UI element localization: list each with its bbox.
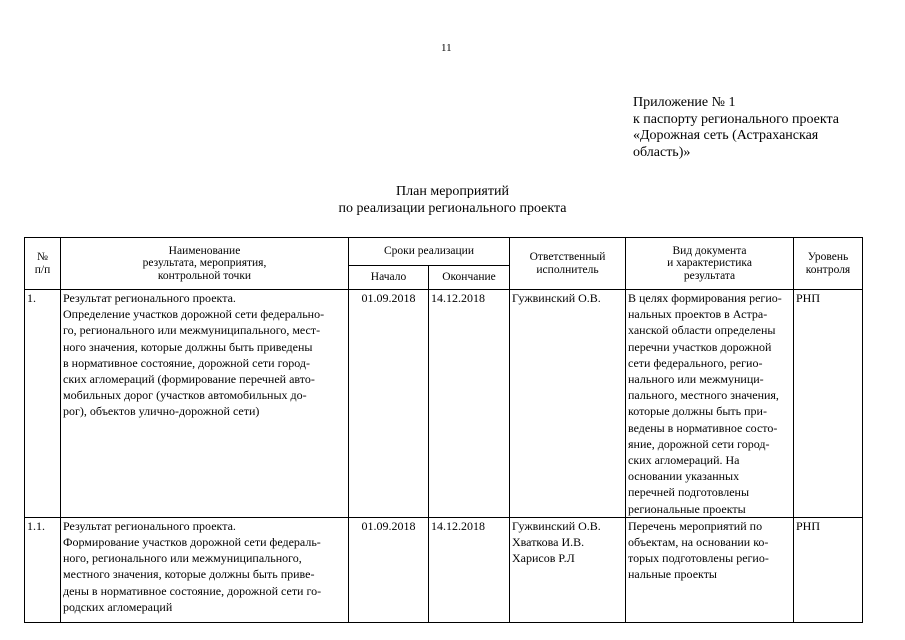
- header-end: Окончание: [429, 266, 510, 290]
- row-name: Результат регионального проекта. Формирование участков дорожной сети федераль- ного, регионального или межмуниципального, местного значения, которые должны быть приве- дены в нормативное состояние, дорожной сети го- родских агломераций: [61, 517, 349, 622]
- row-end-date: 14.12.2018: [429, 517, 510, 622]
- row-start-date: 01.09.2018: [349, 517, 429, 622]
- row-number: 1.1.: [25, 517, 61, 622]
- header-number: № п/п: [25, 238, 61, 290]
- header-terms: Сроки реализации: [349, 238, 510, 266]
- row-document: В целях формирования регио- нальных проектов в Астра- ханской области определены перечни участков дорожной сети федерального, регио- нального или межмуници- пального, местного значения, которые должны быть при- ведены в нормативное состо- яние, дорожной сети город- ских агломераций. На основании указанных перечней подготовлены региональные проекты: [626, 290, 794, 518]
- appendix-line: область)»: [633, 144, 691, 160]
- header-start: Начало: [349, 266, 429, 290]
- page-number: 11: [441, 42, 452, 54]
- row-responsible: Гужвинский О.В. Хваткова И.В. Харисов Р.Л: [510, 517, 626, 622]
- appendix-line: к паспорту регионального проекта: [633, 111, 839, 127]
- row-document: Перечень мероприятий по объектам, на основании ко- торых подготовлены регио- нальные проекты: [626, 517, 794, 622]
- row-control-level: РНП: [794, 290, 863, 518]
- table-header-row: [25, 238, 863, 266]
- table-row: [25, 290, 863, 518]
- document-title: [200, 183, 705, 217]
- row-number: 1.: [25, 290, 61, 518]
- document-title-line: План мероприятий: [396, 184, 509, 199]
- row-end-date: 14.12.2018: [429, 290, 510, 518]
- row-control-level: РНП: [794, 517, 863, 622]
- row-responsible: Гужвинский О.В.: [510, 290, 626, 518]
- header-name: Наименование результата, мероприятия, контрольной точки: [61, 238, 349, 290]
- header-document: Вид документа и характеристика результата: [626, 238, 794, 290]
- appendix-block: [633, 95, 883, 161]
- row-start-date: 01.09.2018: [349, 290, 429, 518]
- header-control-level: Уровень контроля: [794, 238, 863, 290]
- appendix-line: «Дорожная сеть (Астраханская: [633, 128, 819, 143]
- action-plan-table: [24, 237, 863, 623]
- header-responsible: Ответственный исполнитель: [510, 238, 626, 290]
- appendix-line: Приложение № 1: [633, 95, 736, 110]
- row-name: Результат регионального проекта. Определение участков дорожной сети федерально- го, регионального или межмуниципального, мест- ного значения, которые должны быть приведены в нормативное состояние, дорожной сети город- ских агломераций (формирование перечней авто- мобильных дорог (участков автомобильных до- рог), объектов улично-дорожной сети): [61, 290, 349, 518]
- document-subtitle-line: по реализации регионального проекта: [338, 201, 567, 216]
- table-row: [25, 517, 863, 622]
